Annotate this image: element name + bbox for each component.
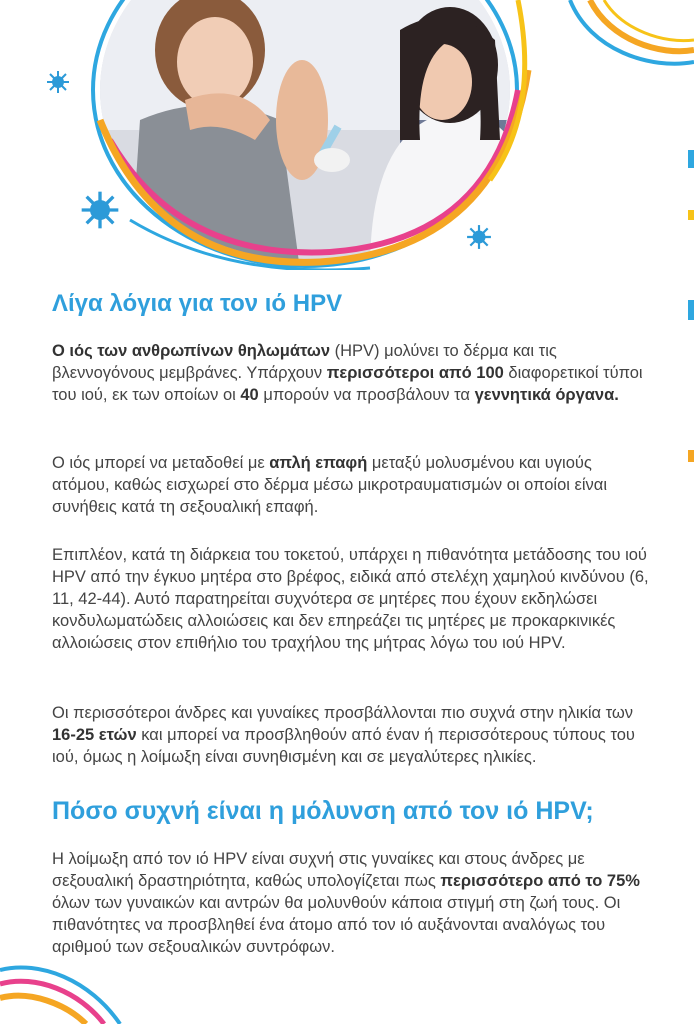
virus-icon: [46, 70, 70, 94]
paragraph-transmission: Ο ιός μπορεί να μεταδοθεί με απλή επαφή μεταξύ μολυσμένου και υγιούς ατόμου, καθώς εισχωρεί στο δέρμα μέσω μικροτραυματισμών οι οποίοι είναι συνήθεις κατά τη σεξουαλική επαφή.: [52, 454, 608, 516]
paragraph-hpv-intro: Ο ιός των ανθρωπίνων θηλωμάτων (HPV) μολύνει το δέρμα και τις βλεννογόνους μεμβράνες. Υπάρχουν περισσότεροι από 100 διαφορετικοί τύποι του ιού, εκ των οποίων οι 40 μπορούν να προσβάλουν τα γεννητικά όργανα.: [52, 342, 643, 404]
section-heading-about-hpv: Λίγα λόγια για τον ιό HPV: [52, 290, 343, 317]
paragraph-childbirth: Επιπλέον, κατά τη διάρκεια του τοκετού, υπάρχει η πιθανότητα μετάδοσης του ιού HPV από την έγκυο μητέρα στο βρέφος, ειδικά από στελέχη χαμηλού κινδύνου (6, 11, 42-44). Αυτό παρατηρείται συχνότερα σε μητέρες που έχουν εκδηλώσει κονδυλωματώδεις αλλοιώσεις και δεν επηρεάζει τις μητέρες με προκαρκινικές αλλοιώσεις στον επιθήλιο του τραχήλου της μήτρας λόγω του ιού HPV.: [52, 546, 649, 652]
swirl-decoration-top-right: [560, 0, 694, 90]
virus-icon: [466, 224, 492, 250]
section-heading-frequency: Πόσο συχνή είναι η μόλυνση από τον ιό HPV;: [52, 797, 594, 825]
swirl-decoration-bottom-left: [0, 950, 130, 1024]
paragraph-age-groups: Οι περισσότεροι άνδρες και γυναίκες προσβάλλονται πιο συχνά στην ηλικία των 16-25 ετών και μπορεί να προσβληθούν από έναν ή περισσότερους τύπους του ιού, όμως η λοίμωξη είναι συνηθισμένη και σε μεγαλύτερες ηλικίες.: [52, 704, 635, 766]
virus-icon: [80, 190, 120, 230]
paragraph-frequency: Η λοίμωξη από τον ιό HPV είναι συχνή στις γυναίκες και στους άνδρες με σεξουαλική δραστηριότητα, καθώς υπολογίζεται πως περισσότερο από το 75% όλων των γυναικών και αντρών θα μολυνθούν κάποια στιγμή στη ζωή τους. Οι πιθανότητες να προσβληθεί ένα άτομο από τον ιό αυξάνονται αναλόγως του αριθμού των σεξουαλικών συντρόφων.: [52, 850, 640, 956]
edge-decoration-right: [684, 150, 694, 480]
